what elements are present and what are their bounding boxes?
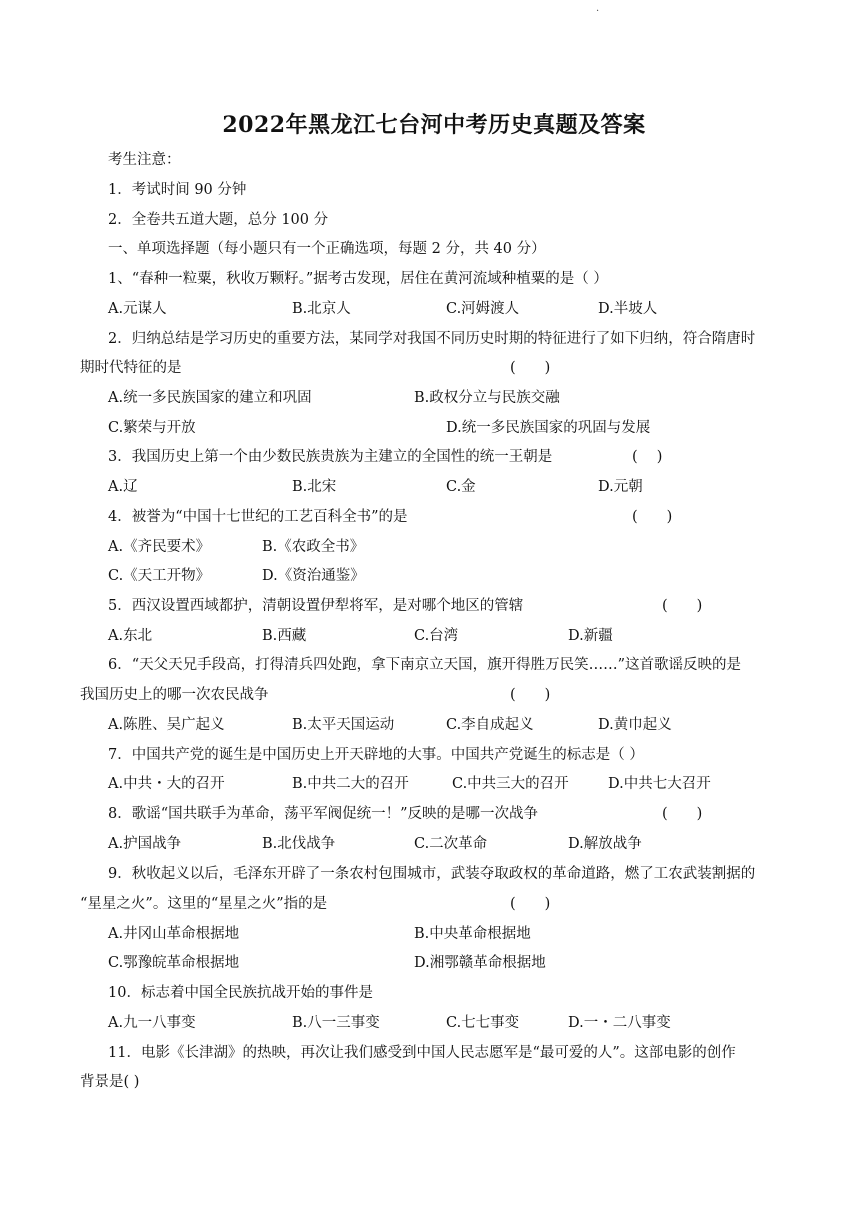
option-d: D.《资治通鉴》 [262, 568, 365, 584]
option-c: C.李自成起义 [446, 717, 534, 733]
option-b: B.《农政全书》 [262, 539, 365, 555]
section-heading: 一、单项选择题（每小题只有一个正确选项，每题 2 分，共 40 分） [108, 241, 546, 257]
option-d: D.一・二八事变 [568, 1015, 671, 1031]
question-stem: 8．歌谣“国共联手为革命，荡平军阀促统一！”反映的是哪一次战争 [108, 806, 539, 822]
option-d: D.统一多民族国家的巩固与发展 [446, 420, 651, 436]
option-c: C.二次革命 [414, 836, 488, 852]
option-a: A.陈胜、吴广起义 [108, 717, 225, 733]
option-a: A.《齐民要术》 [108, 539, 211, 555]
question-stem: 1、“春种一粒粟，秋收万颗籽。”据考古发现，居住在黄河流域种植粟的是（ ） [108, 271, 608, 287]
answer-bracket: ( ) [662, 806, 703, 822]
answer-bracket: ( ) [510, 687, 551, 703]
option-b: B.中央革命根据地 [414, 926, 531, 942]
notice-heading: 考生注意： [108, 152, 181, 168]
answer-bracket: ( ) [510, 360, 551, 376]
option-c: C.台湾 [414, 628, 459, 644]
question-stem: 6．“天父天兄手段高，打得清兵四处跑，拿下南京立天国，旗开得胜万民笑……”这首歌谣反映的是 [108, 657, 742, 673]
option-b: B.北京人 [292, 301, 351, 317]
answer-bracket: ( ) [510, 896, 551, 912]
answer-bracket: ( ) [632, 449, 663, 465]
question-stem: 期时代特征的是 [80, 360, 182, 376]
notice-item: 1．考试时间 90 分钟 [108, 182, 247, 198]
answer-bracket: ( ) [632, 509, 673, 525]
question-stem: 背景是( ) [80, 1074, 140, 1090]
question-stem: “星星之火”。这里的“星星之火”指的是 [80, 896, 328, 912]
page-title: 2022年黑龙江七台河中考历史真题及答案 [222, 112, 646, 138]
option-b: B.北宋 [292, 479, 337, 495]
option-c: C.鄂豫皖革命根据地 [108, 955, 240, 971]
option-b: B.政权分立与民族交融 [414, 390, 560, 406]
option-c: C.《天工开物》 [108, 568, 211, 584]
option-c: C.七七事变 [446, 1015, 520, 1031]
option-a: A.东北 [108, 628, 153, 644]
option-d: D.解放战争 [568, 836, 642, 852]
question-stem: 10．标志着中国全民族抗战开始的事件是 [108, 985, 373, 1001]
option-b: B.西藏 [262, 628, 307, 644]
option-b: B.中共二大的召开 [292, 776, 409, 792]
option-a: A.辽 [108, 479, 138, 495]
option-a: A.元谋人 [108, 301, 167, 317]
option-a: A.统一多民族国家的建立和巩固 [108, 390, 312, 406]
question-stem: 9．秋收起义以后，毛泽东开辟了一条农村包围城市，武装夺取政权的革命道路，燃了工农武装割据的 [108, 866, 756, 882]
option-a: A.中共・大的召开 [108, 776, 225, 792]
option-c: C.中共三大的召开 [452, 776, 569, 792]
option-d: D.湘鄂赣革命根据地 [414, 955, 546, 971]
option-b: B.太平天国运动 [292, 717, 395, 733]
option-b: B.北伐战争 [262, 836, 336, 852]
notice-item: 2．全卷共五道大题，总分 100 分 [108, 212, 329, 228]
option-d: D.半坡人 [598, 301, 658, 317]
option-d: D.新疆 [568, 628, 613, 644]
option-a: A.护国战争 [108, 836, 182, 852]
question-stem: 5．西汉设置西域都护，清朝设置伊犁将军，是对哪个地区的管辖 [108, 598, 524, 614]
option-d: D.元朝 [598, 479, 643, 495]
option-c: C.繁荣与开放 [108, 420, 196, 436]
option-d: D.黄巾起义 [598, 717, 672, 733]
option-d: D.中共七大召开 [608, 776, 711, 792]
option-c: C.金 [446, 479, 476, 495]
header-mark: · [596, 6, 600, 17]
question-stem: 4．被誉为“中国十七世纪的工艺百科全书”的是 [108, 509, 408, 525]
question-stem: 我国历史上的哪一次农民战争 [80, 687, 269, 703]
option-c: C.河姆渡人 [446, 301, 520, 317]
option-b: B.八一三事变 [292, 1015, 380, 1031]
answer-bracket: ( ) [662, 598, 703, 614]
question-stem: 3．我国历史上第一个由少数民族贵族为主建立的全国性的统一王朝是 [108, 449, 553, 465]
option-a: A.九一八事变 [108, 1015, 196, 1031]
option-a: A.井冈山革命根据地 [108, 926, 240, 942]
question-stem: 11．电影《长津湖》的热映，再次让我们感受到中国人民志愿军是“最可爱的人”。这部电影的创作 [108, 1045, 736, 1061]
question-stem: 2．归纳总结是学习历史的重要方法，某同学对我国不同历史时期的特征进行了如下归纳，符合隋唐时 [108, 331, 756, 347]
question-stem: 7．中国共产党的诞生是中国历史上开天辟地的大事。中国共产党诞生的标志是（ ） [108, 747, 644, 763]
